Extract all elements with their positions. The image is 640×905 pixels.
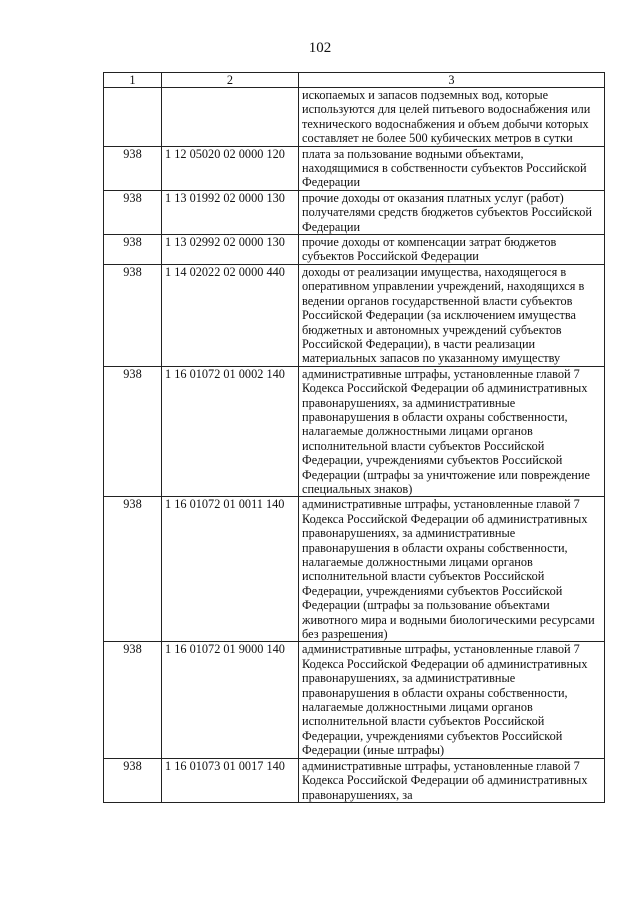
description-cell: ископаемых и запасов подземных вод, которые используются для целей питьевого водоснабжения или технического водоснабжения и объем добычи которых составляет не более 500 кубических метров в сутки: [299, 88, 605, 147]
table-header-row: [104, 73, 605, 88]
admin-code-cell: 938: [104, 264, 162, 366]
admin-code-cell: 938: [104, 190, 162, 234]
description-cell: плата за пользование водными объектами, находящимися в собственности субъектов Российской Федерации: [299, 146, 605, 190]
revenue-code-cell: 1 14 02022 02 0000 440: [162, 264, 299, 366]
description-cell: прочие доходы от оказания платных услуг (работ) получателями средств бюджетов субъектов Российской Федерации: [299, 190, 605, 234]
admin-code-cell: 938: [104, 497, 162, 642]
table-row: [104, 264, 605, 366]
admin-code-cell: 938: [104, 758, 162, 802]
page-number: 102: [308, 40, 332, 56]
description-cell: прочие доходы от компенсации затрат бюджетов субъектов Российской Федерации: [299, 235, 605, 265]
admin-code-cell: 938: [104, 235, 162, 265]
admin-code-cell: 938: [104, 146, 162, 190]
table-row: [104, 88, 605, 147]
description-cell: административные штрафы, установленные главой 7 Кодекса Российской Федерации об административных правонарушениях, за: [299, 758, 605, 802]
admin-code-cell: 938: [104, 642, 162, 758]
column-header-description: 3: [299, 73, 605, 88]
revenue-code-cell: 1 13 02992 02 0000 130: [162, 235, 299, 265]
column-header-code: 2: [162, 73, 299, 88]
revenue-code-cell: 1 12 05020 02 0000 120: [162, 146, 299, 190]
table-row: [104, 758, 605, 802]
description-cell: административные штрафы, установленные главой 7 Кодекса Российской Федерации об административных правонарушениях, за административные правонарушения в области охраны собственности, налагаемые должностными лицами органов исполнительной власти субъектов Российской Федерации, учреждениями субъектов Российской Федерации (штрафы за уничтожение или повреждение специальных знаков): [299, 366, 605, 497]
table-row: [104, 497, 605, 642]
table-row: [104, 642, 605, 758]
table-row: [104, 146, 605, 190]
revenue-code-cell: [162, 88, 299, 147]
table-row: [104, 190, 605, 234]
revenue-code-cell: 1 16 01072 01 0002 140: [162, 366, 299, 497]
table-row: [104, 366, 605, 497]
admin-code-cell: 938: [104, 366, 162, 497]
table-row: [104, 235, 605, 265]
description-cell: доходы от реализации имущества, находящегося в оперативном управлении учреждений, находящихся в ведении органов государственной власти субъектов Российской Федерации (за исключением имущества бюджетных и автономных учреждений субъектов Российской Федерации), в части реализации материальных запасов по указанному имуществу: [299, 264, 605, 366]
column-header-admin: 1: [104, 73, 162, 88]
revenue-code-cell: 1 13 01992 02 0000 130: [162, 190, 299, 234]
admin-code-cell: [104, 88, 162, 147]
revenue-code-cell: 1 16 01072 01 9000 140: [162, 642, 299, 758]
description-cell: административные штрафы, установленные главой 7 Кодекса Российской Федерации об административных правонарушениях, за административные правонарушения в области охраны собственности, налагаемые должностными лицами органов исполнительной власти субъектов Российской Федерации, учреждениями субъектов Российской Федерации (штрафы за пользование объектами животного мира и водными биологическими ресурсами без разрешения): [299, 497, 605, 642]
table-body: [104, 88, 605, 803]
description-cell: административные штрафы, установленные главой 7 Кодекса Российской Федерации об административных правонарушениях, за административные правонарушения в области охраны собственности, налагаемые должностными лицами органов исполнительной власти субъектов Российской Федерации, учреждениями субъектов Российской Федерации (иные штрафы): [299, 642, 605, 758]
revenue-code-cell: 1 16 01073 01 0017 140: [162, 758, 299, 802]
revenue-codes-table: [103, 72, 605, 803]
revenue-code-cell: 1 16 01072 01 0011 140: [162, 497, 299, 642]
